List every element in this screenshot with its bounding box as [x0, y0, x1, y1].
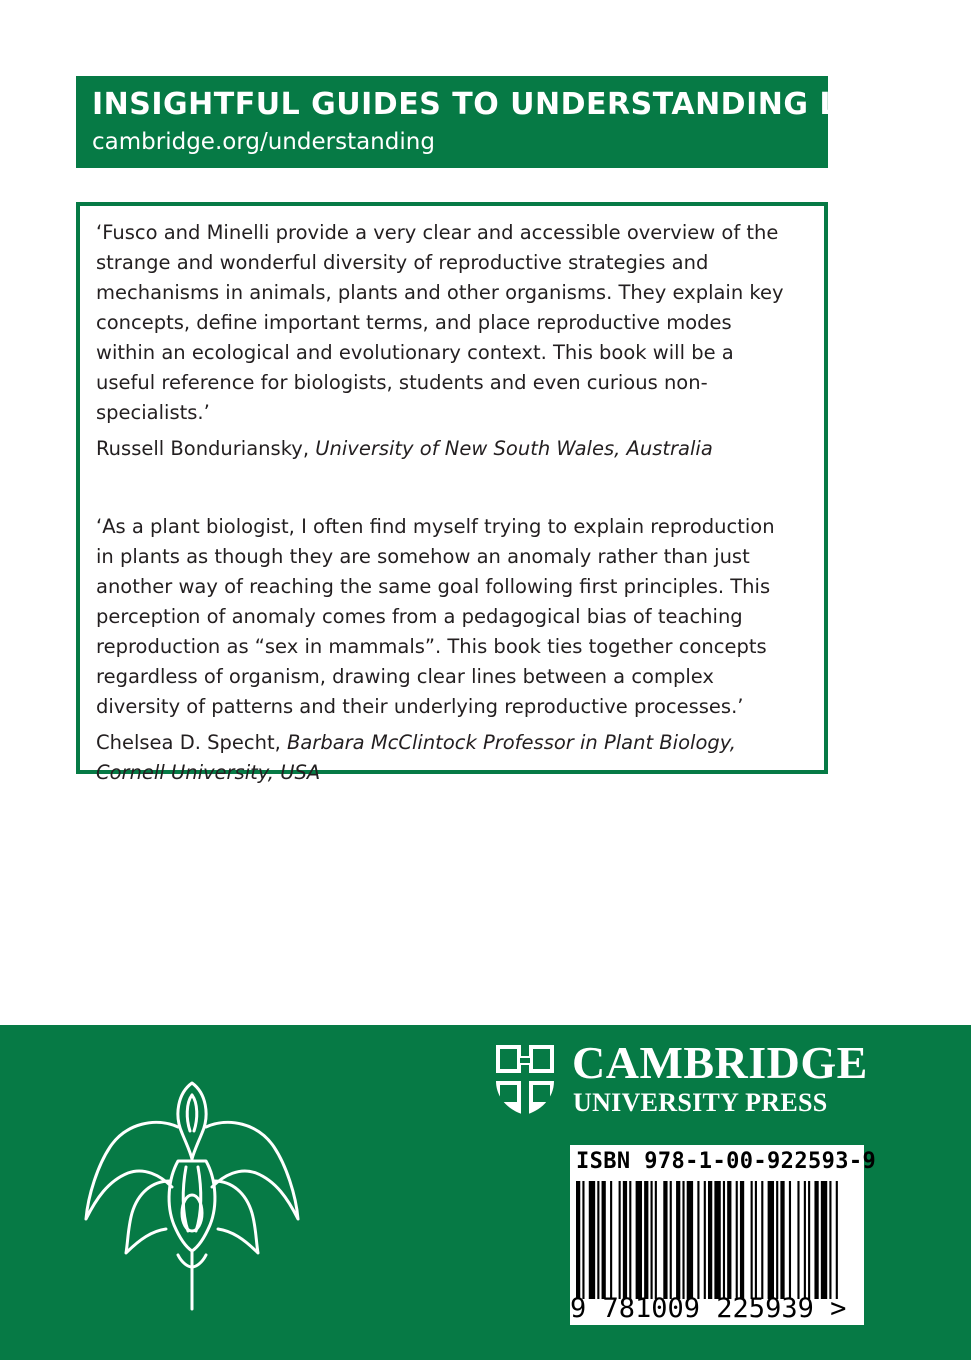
barcode — [570, 1145, 877, 1325]
series-url[interactable]: cambridge.org/understanding — [92, 129, 435, 155]
series-title: INSIGHTFUL GUIDES TO UNDERSTANDING LIFE — [92, 87, 893, 122]
barcode-bar — [602, 1181, 606, 1299]
barcode-bar — [663, 1181, 667, 1299]
publisher-subname: UNIVERSITY PRESS — [573, 1088, 828, 1117]
barcode-bar — [776, 1181, 778, 1299]
barcode-bar — [751, 1181, 753, 1299]
barcode-bar — [623, 1181, 627, 1299]
barcode-bar — [704, 1181, 706, 1299]
barcode-bar — [804, 1181, 806, 1299]
series-banner — [76, 76, 893, 168]
barcode-bar — [808, 1181, 810, 1299]
endorsement-1 — [96, 218, 788, 464]
barcode-bar — [636, 1181, 642, 1299]
barcode-bar — [629, 1181, 631, 1299]
endorsement-quote: ‘As a plant biologist, I often find myself trying to explain reproduction in plants as though they are somehow an anomaly rather than just another way of reaching the same goal following first principles. This perception of anomaly comes from a pedagogical bias of teaching reproduction as “sex in mammals”. This book ties together concepts regardless of organism, drawing clear lines between a complex diversity of patterns and their underlying reproductive processes.’ — [96, 515, 775, 718]
barcode-bar — [727, 1181, 731, 1299]
barcode-bar — [582, 1181, 584, 1299]
barcode-bar — [670, 1181, 672, 1299]
endorser-affiliation: Barbara McClintock Professor in Plant Biology, Cornell University, USA — [96, 731, 736, 784]
cambridge-shield-icon — [494, 1043, 556, 1117]
endorsement-2 — [96, 512, 788, 788]
barcode-bar — [836, 1181, 838, 1299]
endorser-name: Chelsea D. Specht, — [96, 731, 287, 754]
barcode-bar — [651, 1181, 653, 1299]
barcode-bar — [619, 1181, 621, 1299]
barcode-bar — [740, 1181, 744, 1299]
barcode-bar — [723, 1181, 725, 1299]
barcode-bar — [589, 1181, 595, 1299]
barcode-bar — [761, 1181, 763, 1299]
barcode-bar — [789, 1181, 791, 1299]
barcode-bar — [780, 1181, 784, 1299]
barcode-bar — [768, 1181, 774, 1299]
endorsement-attribution — [96, 434, 788, 464]
barcode-bar — [676, 1181, 680, 1299]
barcode-bar — [829, 1181, 831, 1299]
flower-section-icon — [82, 1063, 302, 1313]
endorser-name: Russell Bonduriansky, — [96, 437, 316, 460]
barcode-bar — [821, 1181, 827, 1299]
publisher-footer — [0, 1025, 971, 1360]
endorsement-attribution — [96, 728, 788, 788]
barcode-bar — [597, 1181, 599, 1299]
endorsement-quote: ‘Fusco and Minelli provide a very clear and accessible overview of the strange and wonderful diversity of reproductive strategies and mechanisms in animals, plants and other organisms. They explain key concepts, define important terms, and place reproductive modes within an ecological and evolutionary context. This book will be a useful reference for biologists, students and even curious non-specialists.’ — [96, 221, 784, 424]
barcode-bar — [576, 1181, 580, 1299]
barcode-digits: 9 781009 225939 > — [570, 1293, 847, 1324]
barcode-bar — [755, 1181, 757, 1299]
barcode-bar — [644, 1181, 648, 1299]
barcode-bar — [610, 1181, 612, 1299]
endorsements-box — [76, 202, 828, 784]
endorser-affiliation: University of New South Wales, Australia — [315, 437, 713, 460]
barcode-bars — [576, 1181, 840, 1299]
barcode-bar — [814, 1181, 818, 1299]
barcode-bar — [655, 1181, 657, 1299]
barcode-bar — [697, 1181, 699, 1299]
barcode-bar — [708, 1181, 712, 1299]
barcode-bar — [714, 1181, 720, 1299]
barcode-bar — [682, 1181, 684, 1299]
barcode-bar — [797, 1181, 799, 1299]
barcode-bar — [687, 1181, 693, 1299]
isbn-label: ISBN 978-1-00-922593-9 — [576, 1149, 877, 1174]
barcode-bar — [736, 1181, 738, 1299]
publisher-name: CAMBRIDGE — [572, 1037, 868, 1088]
